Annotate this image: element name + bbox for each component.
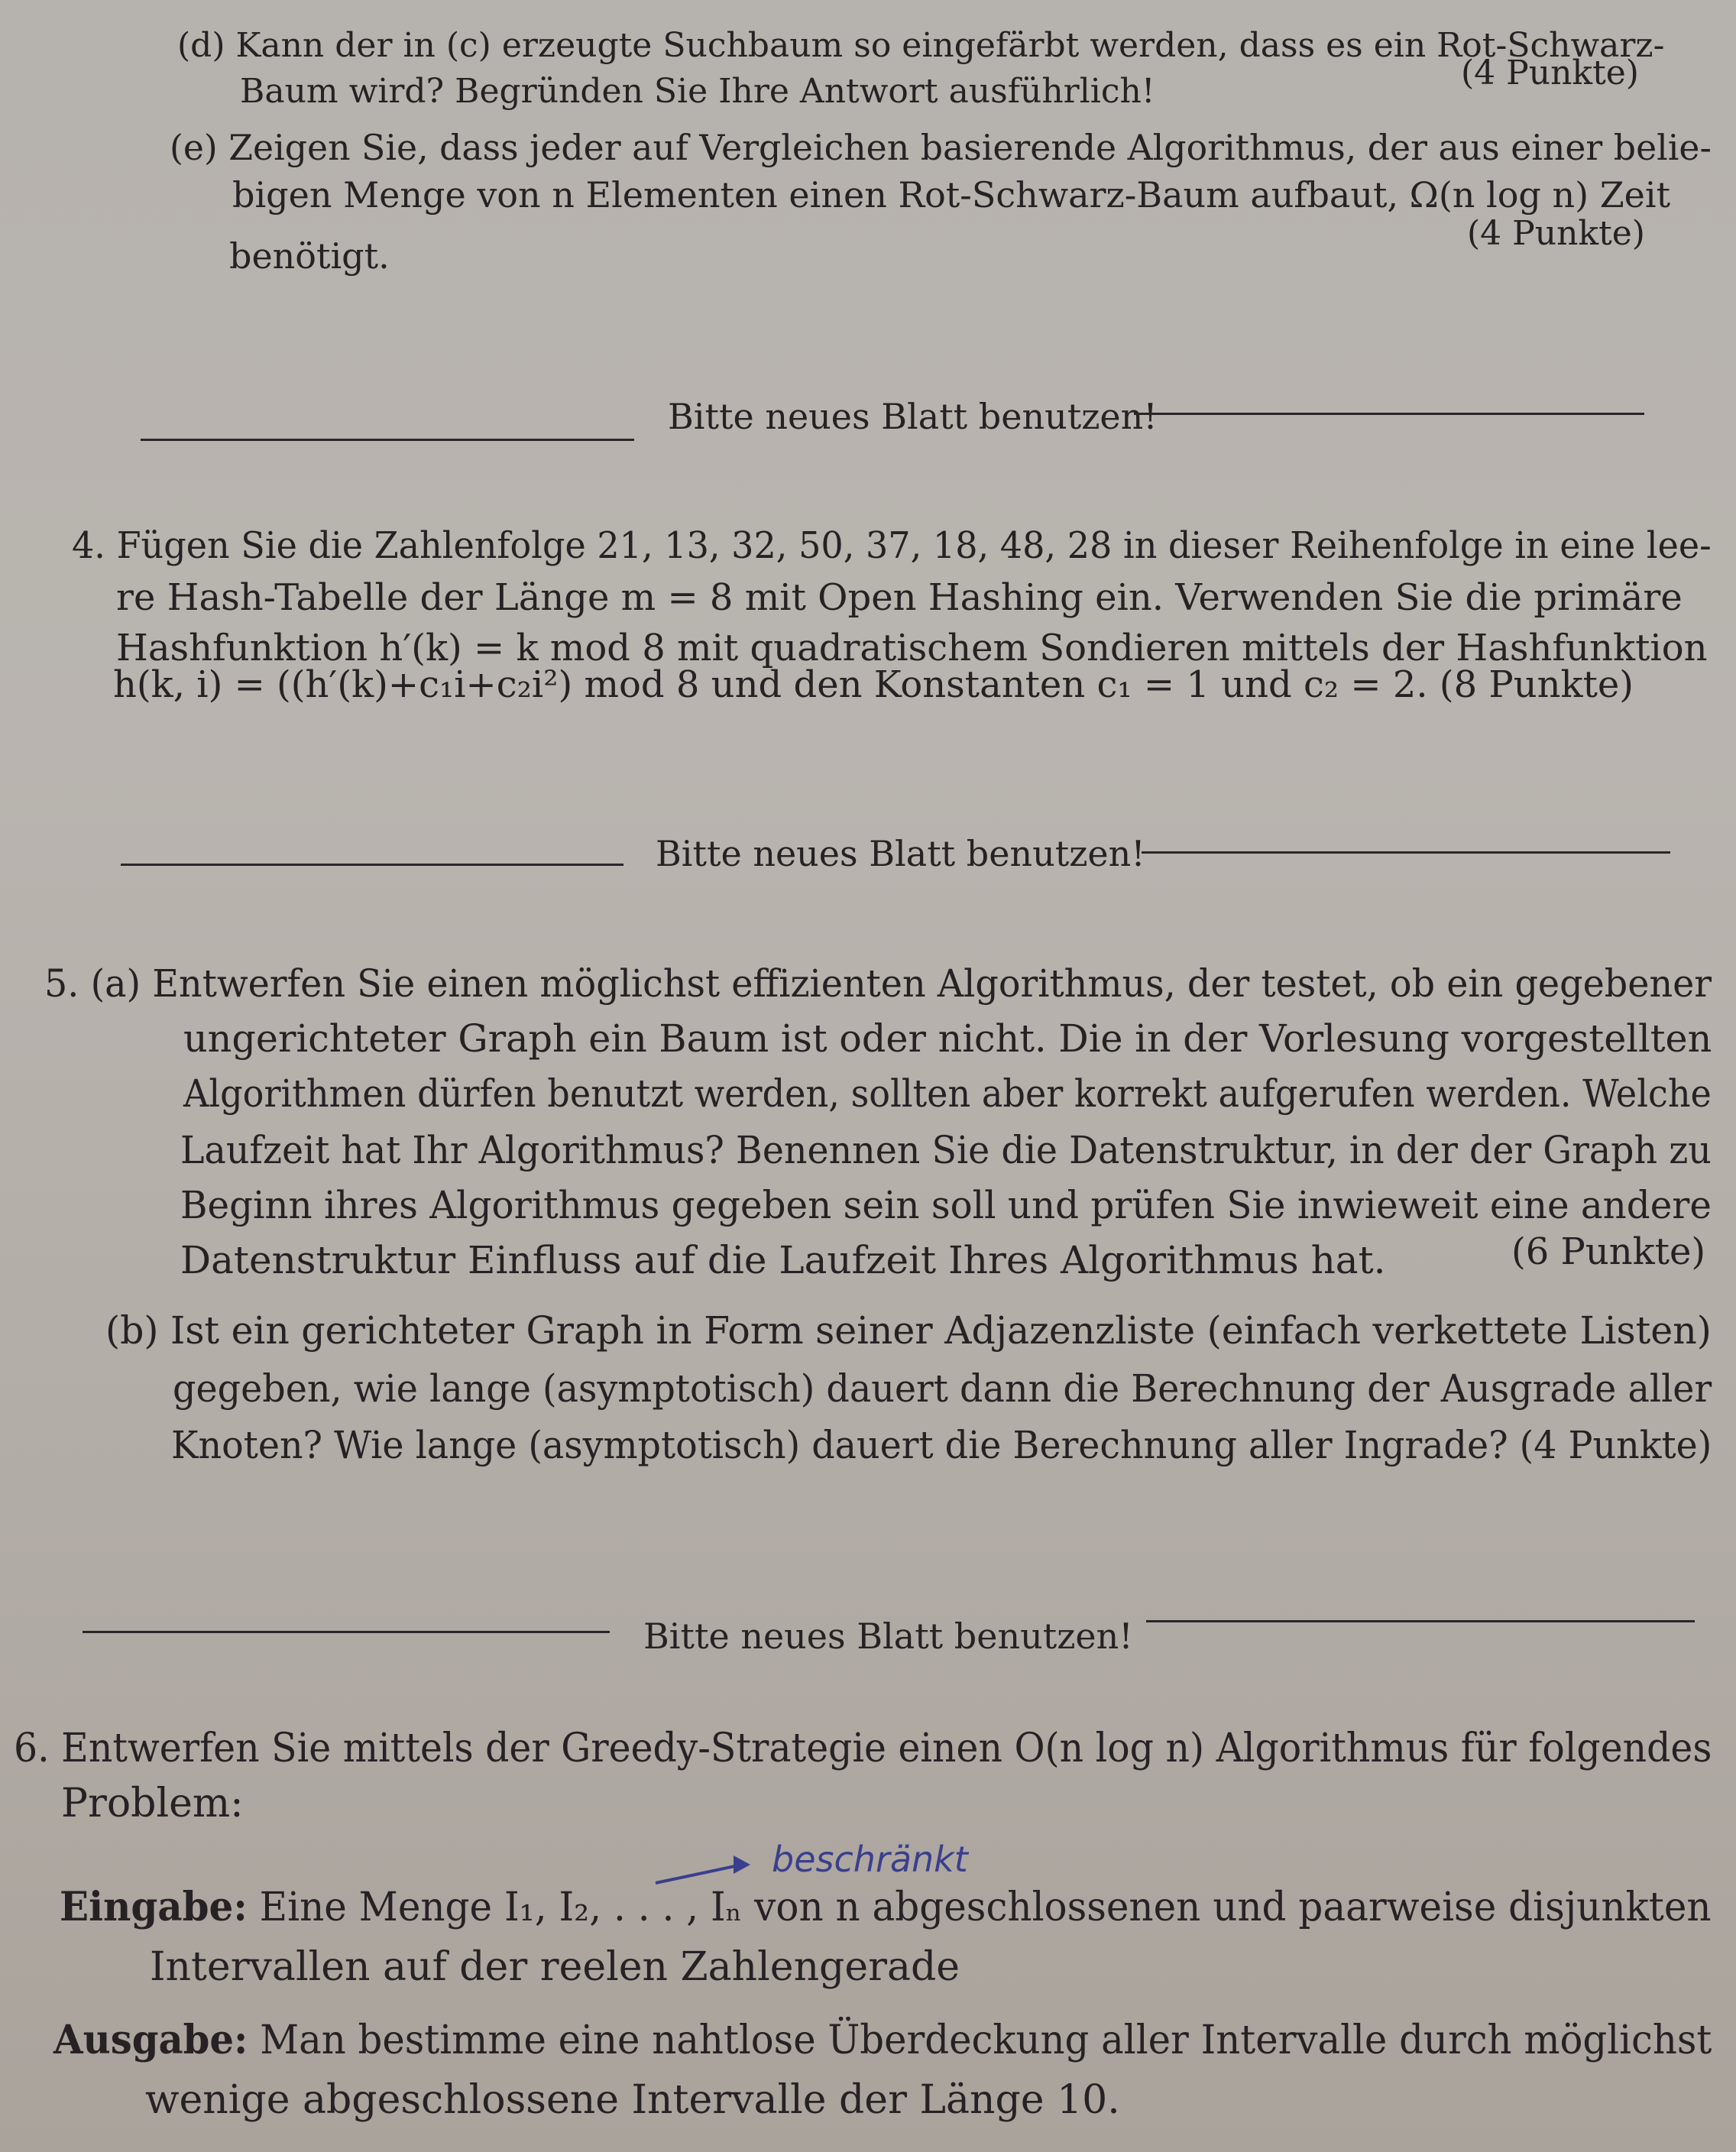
separator-3-right-rule xyxy=(1146,1620,1695,1622)
ausgabe-text-1: Man bestimme eine nahtlose Überdeckung aller Intervalle durch möglichst xyxy=(248,2018,1712,2063)
separator-2-right-rule xyxy=(1142,851,1670,854)
q6-ausgabe-line-2: wenige abgeschlossene Intervalle der Länge 10. xyxy=(145,2077,1120,2123)
q5b-line-2: gegeben, wie lange (asymptotisch) dauert dann die Berechnung der Ausgrade aller xyxy=(173,1366,1712,1411)
separator-3-left-rule xyxy=(83,1631,610,1633)
q3e-line-2: bigen Menge von n Elementen einen Rot-Schwarz-Baum aufbaut, Ω(n log n) Zeit xyxy=(232,174,1671,216)
separator-3-label: Bitte neues Blatt benutzen! xyxy=(643,1616,1133,1657)
q3e-points: (4 Punkte) xyxy=(1467,214,1645,253)
separator-1-right-rule xyxy=(1134,413,1644,415)
q4-line-2: re Hash-Tabelle der Länge m = 8 mit Open Hashing ein. Verwenden Sie die primäre xyxy=(116,576,1683,619)
q6-line-2: Problem: xyxy=(61,1781,244,1826)
q3e-line-3: benötigt. xyxy=(229,235,390,277)
q5a-points: (6 Punkte) xyxy=(1511,1230,1706,1273)
q5b-line-1: (b) Ist ein gerichteter Graph in Form seiner Adjazenzliste (einfach verkettete Listen) xyxy=(105,1308,1712,1353)
q5a-line-2: ungerichteter Graph ein Baum ist oder nicht. Die in der Vorlesung vorgestellten xyxy=(183,1016,1712,1061)
q3d-points: (4 Punkte) xyxy=(1461,53,1639,92)
q5a-line-1: 5. (a) Entwerfen Sie einen möglichst effizienten Algorithmus, der testet, ob ein gegebener xyxy=(44,961,1712,1006)
q3d-line-2: Baum wird? Begründen Sie Ihre Antwort ausführlich! xyxy=(240,72,1155,111)
eingabe-text-1: Eine Menge I₁, I₂, . . . , Iₙ von n abgeschlossenen und paarweise disjunkten xyxy=(247,1885,1712,1930)
q5a-line-3: Algorithmen dürfen benutzt werden, sollten aber korrekt aufgerufen werden. Welche xyxy=(183,1071,1712,1116)
q5a-line-4: Laufzeit hat Ihr Algorithmus? Benennen Sie die Datenstruktur, in der der Graph zu xyxy=(180,1128,1712,1172)
q5a-line-5: Beginn ihres Algorithmus gegeben sein soll und prüfen Sie inwieweit eine andere xyxy=(180,1183,1712,1227)
handwritten-arrow-head xyxy=(734,1855,750,1874)
q4-line-1: 4. Fügen Sie die Zahlenfolge 21, 13, 32, 50, 37, 18, 48, 28 in dieser Reihenfolge in eine lee- xyxy=(72,524,1712,567)
q6-eingabe-line-1 xyxy=(60,1884,1712,1930)
q4-line-4: h(k, i) = ((h′(k)+c₁i+c₂i²) mod 8 und den Konstanten c₁ = 1 und c₂ = 2. (8 Punkte) xyxy=(113,663,1634,706)
ausgabe-label: Ausgabe: xyxy=(53,2017,248,2063)
handwritten-arrow xyxy=(656,1865,737,1885)
handwritten-note: beschränkt xyxy=(772,1839,968,1880)
separator-2-label: Bitte neues Blatt benutzen! xyxy=(656,833,1145,874)
q6-line-1: 6. Entwerfen Sie mittels der Greedy-Strategie einen O(n log n) Algorithmus für folgendes xyxy=(14,1726,1712,1771)
q5b-line-3: Knoten? Wie lange (asymptotisch) dauert die Berechnung aller Ingrade? (4 Punkte) xyxy=(171,1423,1712,1467)
q5a-line-6: Datenstruktur Einfluss auf die Laufzeit Ihres Algorithmus hat. xyxy=(180,1238,1386,1282)
separator-2-left-rule xyxy=(121,864,623,866)
q6-eingabe-line-2: Intervallen auf der reelen Zahlengerade xyxy=(150,1944,960,1990)
q3d-line-1: (d) Kann der in (c) erzeugte Suchbaum so eingefärbt werden, dass es ein Rot-Schwarz- xyxy=(177,26,1665,65)
eingabe-label: Eingabe: xyxy=(60,1884,248,1930)
q4-line-3: Hashfunktion h′(k) = k mod 8 mit quadratischem Sondieren mittels der Hashfunktion xyxy=(116,627,1708,669)
q3e-line-1: (e) Zeigen Sie, dass jeder auf Vergleichen basierende Algorithmus, der aus einer belie- xyxy=(170,127,1712,168)
separator-1-left-rule xyxy=(141,439,634,441)
q6-ausgabe-line-1 xyxy=(53,2017,1712,2063)
separator-1-label: Bitte neues Blatt benutzen! xyxy=(668,396,1158,437)
